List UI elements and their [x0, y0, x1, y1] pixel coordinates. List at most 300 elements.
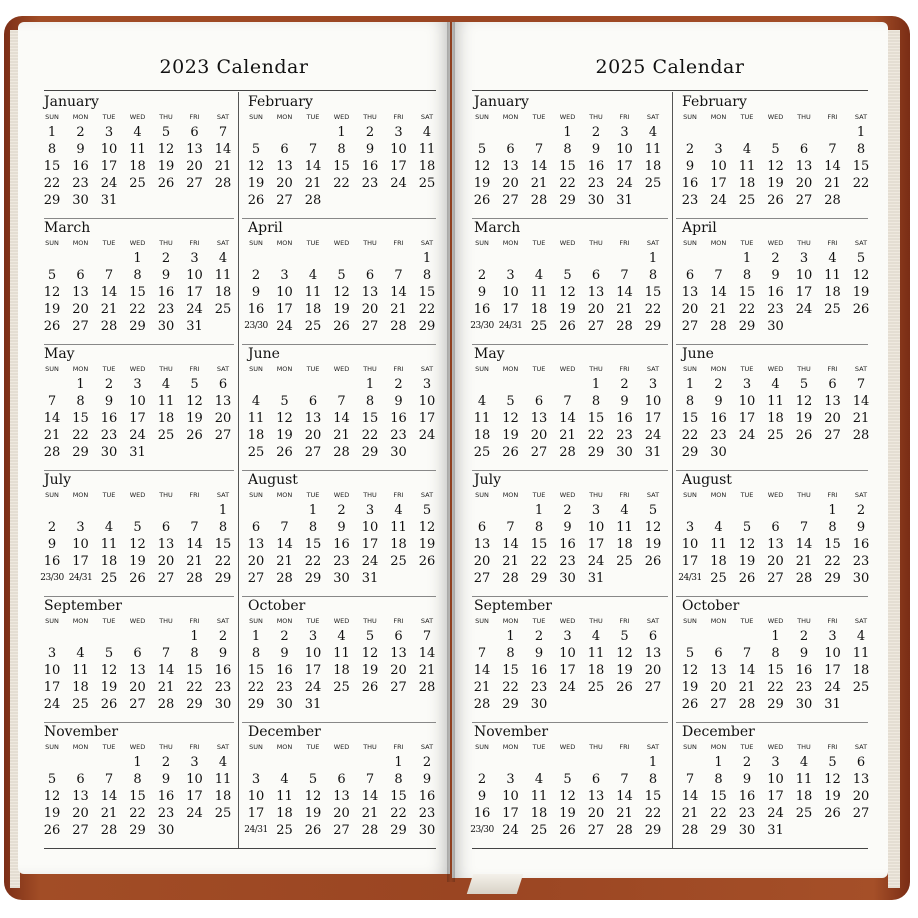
day-cell: 5	[365, 629, 375, 644]
day-cell: 26	[824, 806, 841, 821]
day-cell: 13	[824, 394, 841, 409]
month-separator	[472, 344, 668, 345]
day-cell: 27	[361, 319, 379, 334]
day-cell: 3	[280, 268, 289, 283]
day-cell: 19	[276, 428, 293, 443]
day-cell: 23	[559, 554, 576, 569]
month-august	[248, 472, 438, 594]
day-cell: 8	[714, 772, 723, 787]
weekday-header: THU	[159, 491, 173, 499]
day-cell: 4	[648, 125, 658, 140]
day-cell: 13	[276, 159, 293, 174]
month-july	[40, 472, 234, 594]
day-cell: 28	[681, 823, 699, 838]
day-cell: 6	[190, 125, 199, 140]
weekday-header: SAT	[216, 491, 230, 499]
day-cell: 11	[616, 520, 633, 535]
day-cell: 7	[620, 772, 629, 787]
day-cell: 18	[129, 159, 146, 174]
day-cell: 20	[214, 411, 232, 426]
month-separator	[472, 596, 668, 597]
day-cell: 16	[157, 285, 175, 300]
day-cell: 18	[644, 159, 662, 174]
day-cell: 31	[361, 571, 379, 586]
page-title: 2023 Calendar	[159, 56, 309, 78]
weekday-header: MON	[72, 491, 89, 499]
day-cell: 3	[563, 629, 572, 644]
day-cell: 9	[251, 285, 261, 300]
day-cell: 24/31	[68, 573, 93, 583]
month-separator	[44, 596, 234, 597]
weekday-header: THU	[159, 239, 173, 247]
day-cell: 2	[161, 755, 171, 770]
day-cell: 12	[502, 411, 519, 426]
day-cell: 30	[587, 193, 605, 208]
day-cell: 25	[473, 445, 491, 460]
day-cell: 24	[559, 680, 576, 695]
day-cell: 2	[620, 377, 629, 392]
weekday-header: THU	[797, 743, 811, 751]
day-cell: 11	[530, 285, 548, 300]
day-cell: 14	[616, 285, 633, 300]
day-cell: 26	[644, 554, 662, 569]
weekday-header: SUN	[45, 365, 59, 373]
day-cell: 29	[304, 571, 322, 586]
month-separator	[44, 722, 234, 723]
day-cell: 2	[251, 268, 261, 283]
day-cell: 27	[681, 319, 699, 334]
day-cell: 7	[422, 629, 432, 644]
day-cell: 10	[795, 268, 813, 283]
day-cell: 15	[186, 663, 203, 678]
day-cell: 6	[76, 268, 85, 283]
day-cell: 13	[186, 142, 203, 157]
day-cell: 29	[186, 697, 203, 712]
day-cell: 31	[616, 193, 633, 208]
month-separator	[242, 596, 436, 597]
day-cell: 4	[251, 394, 261, 409]
weekday-header: SAT	[216, 365, 230, 373]
month-january	[44, 94, 234, 216]
weekday-header: FRI	[619, 365, 630, 373]
weekday-header: SUN	[45, 743, 59, 751]
month-august	[678, 472, 872, 594]
month-october	[682, 598, 872, 720]
day-cell: 28	[304, 193, 322, 208]
weekday-header: WED	[559, 617, 576, 625]
weekday-header: WED	[767, 365, 784, 373]
day-cell: 12	[43, 789, 61, 804]
day-cell: 18	[304, 302, 322, 317]
day-cell: 27	[390, 680, 407, 695]
day-cell: 7	[620, 268, 629, 283]
day-cell: 11	[852, 646, 870, 661]
day-cell: 2	[534, 629, 544, 644]
day-cell: 27	[247, 571, 265, 586]
weekday-header: TUE	[532, 491, 546, 499]
day-cell: 28	[738, 697, 756, 712]
day-cell: 13	[333, 789, 350, 804]
day-cell: 2	[563, 503, 572, 518]
day-cell: 2	[218, 629, 228, 644]
day-cell: 20	[72, 302, 89, 317]
weekday-header: SUN	[683, 239, 697, 247]
month-separator	[472, 218, 668, 219]
day-cell: 16	[852, 537, 870, 552]
month-july	[474, 472, 664, 594]
day-cell: 8	[591, 394, 601, 409]
day-cell: 29	[587, 445, 605, 460]
day-cell: 19	[681, 680, 699, 695]
day-cell: 9	[394, 394, 403, 409]
day-cell: 28	[333, 445, 350, 460]
day-cell: 4	[477, 394, 487, 409]
day-cell: 13	[247, 537, 265, 552]
weekday-header: THU	[363, 239, 377, 247]
weekday-header: MON	[276, 113, 293, 121]
weekday-header: THU	[797, 617, 811, 625]
weekday-header: THU	[159, 113, 173, 121]
day-cell: 27	[852, 806, 870, 821]
weekday-header: SUN	[683, 491, 697, 499]
weekday-header: SAT	[420, 743, 434, 751]
day-cell: 8	[337, 142, 346, 157]
day-cell: 17	[710, 176, 727, 191]
day-cell: 28	[616, 823, 633, 838]
day-cell: 3	[506, 268, 515, 283]
month-name: November	[44, 724, 119, 740]
day-cell: 5	[506, 394, 515, 409]
day-cell: 4	[828, 251, 837, 266]
weekday-header: MON	[710, 365, 727, 373]
day-cell: 20	[824, 411, 841, 426]
day-cell: 7	[394, 268, 403, 283]
day-cell: 5	[337, 268, 346, 283]
weekday-header: SUN	[45, 617, 59, 625]
day-cell: 6	[648, 629, 658, 644]
day-cell: 1	[685, 377, 695, 392]
day-cell: 29	[72, 445, 89, 460]
day-cell: 17	[559, 663, 576, 678]
day-cell: 12	[767, 159, 784, 174]
weekday-header: FRI	[827, 617, 838, 625]
weekday-header: THU	[589, 491, 603, 499]
day-cell: 17	[276, 302, 293, 317]
weekday-header: WED	[559, 365, 576, 373]
day-cell: 26	[767, 193, 784, 208]
weekday-header: FRI	[189, 617, 200, 625]
day-cell: 19	[129, 554, 146, 569]
month-november	[470, 724, 664, 846]
day-cell: 16	[72, 159, 89, 174]
day-cell: 6	[218, 377, 228, 392]
weekday-header: THU	[363, 617, 377, 625]
day-cell: 29	[559, 193, 576, 208]
day-cell: 17	[186, 285, 203, 300]
day-cell: 6	[251, 520, 261, 535]
day-cell: 27	[795, 193, 813, 208]
day-cell: 12	[333, 285, 350, 300]
day-cell: 30	[72, 193, 89, 208]
day-cell: 1	[714, 755, 723, 770]
day-cell: 1	[47, 125, 57, 140]
day-cell: 14	[559, 411, 576, 426]
day-cell: 6	[856, 755, 866, 770]
day-cell: 25	[587, 680, 605, 695]
weekday-header: SAT	[646, 239, 660, 247]
weekday-header: TUE	[532, 365, 546, 373]
month-name: July	[44, 472, 72, 488]
weekday-header: TUE	[740, 113, 754, 121]
day-cell: 19	[361, 663, 379, 678]
day-cell: 28	[100, 823, 118, 838]
month-name: August	[682, 472, 732, 488]
weekday-header: THU	[589, 239, 603, 247]
weekday-header: WED	[129, 113, 146, 121]
day-cell: 14	[473, 663, 491, 678]
month-name: May	[44, 346, 75, 362]
month-june	[248, 346, 438, 468]
day-cell: 7	[742, 646, 752, 661]
day-cell: 20	[710, 680, 727, 695]
weekday-header: MON	[72, 113, 89, 121]
weekday-header: MON	[72, 617, 89, 625]
weekday-header: FRI	[393, 239, 404, 247]
month-separator	[676, 218, 868, 219]
day-cell: 11	[247, 411, 265, 426]
day-cell: 16	[473, 302, 491, 317]
day-cell: 5	[422, 503, 432, 518]
day-cell: 24	[43, 697, 61, 712]
day-cell: 10	[502, 789, 519, 804]
weekday-header: WED	[559, 113, 576, 121]
day-cell: 5	[190, 377, 199, 392]
day-cell: 13	[72, 789, 89, 804]
day-cell: 15	[304, 537, 322, 552]
weekday-header: FRI	[827, 239, 838, 247]
day-cell: 30	[767, 319, 784, 334]
day-cell: 15	[767, 663, 784, 678]
weekday-header: FRI	[619, 113, 630, 121]
day-cell: 1	[422, 251, 432, 266]
day-cell: 10	[681, 537, 699, 552]
day-cell: 29	[738, 319, 756, 334]
day-cell: 18	[738, 176, 756, 191]
day-cell: 31	[304, 697, 322, 712]
weekday-header: SUN	[475, 113, 489, 121]
day-cell: 6	[534, 394, 544, 409]
day-cell: 1	[133, 251, 142, 266]
day-cell: 20	[276, 176, 293, 191]
day-cell: 24	[304, 680, 322, 695]
day-cell: 26	[559, 823, 576, 838]
day-cell: 15	[247, 663, 265, 678]
weekday-header: TUE	[306, 491, 320, 499]
day-cell: 27	[72, 319, 89, 334]
weekday-header: THU	[363, 491, 377, 499]
day-cell: 29	[418, 319, 436, 334]
day-cell: 7	[104, 268, 114, 283]
day-cell: 22	[43, 176, 61, 191]
weekday-header: WED	[129, 743, 146, 751]
day-cell: 3	[76, 520, 85, 535]
month-name: April	[248, 220, 283, 236]
weekday-header: FRI	[393, 365, 404, 373]
day-cell: 6	[133, 646, 142, 661]
day-cell: 6	[394, 629, 403, 644]
day-cell: 12	[852, 268, 870, 283]
day-cell: 1	[365, 377, 375, 392]
day-cell: 30	[157, 319, 175, 334]
day-cell: 15	[824, 537, 841, 552]
day-cell: 26	[681, 697, 699, 712]
day-cell: 9	[620, 394, 629, 409]
day-cell: 5	[799, 377, 809, 392]
day-cell: 28	[390, 319, 407, 334]
month-name: February	[248, 94, 313, 110]
day-cell: 27	[530, 445, 548, 460]
day-cell: 4	[104, 520, 114, 535]
day-cell: 8	[365, 394, 375, 409]
weekday-header: TUE	[532, 743, 546, 751]
weekday-header: SUN	[45, 113, 59, 121]
day-cell: 18	[530, 302, 548, 317]
day-cell: 4	[714, 520, 723, 535]
weekday-header: TUE	[740, 239, 754, 247]
day-cell: 7	[337, 394, 346, 409]
weekday-header: FRI	[619, 617, 630, 625]
day-cell: 18	[214, 285, 232, 300]
day-cell: 10	[186, 772, 203, 787]
day-cell: 12	[361, 646, 379, 661]
day-cell: 12	[247, 159, 265, 174]
day-cell: 6	[591, 772, 601, 787]
day-cell: 25	[616, 554, 633, 569]
day-cell: 16	[100, 411, 118, 426]
weekday-header: SUN	[475, 617, 489, 625]
day-cell: 30	[852, 571, 870, 586]
weekday-header: WED	[129, 491, 146, 499]
day-cell: 29	[681, 445, 699, 460]
day-cell: 22	[129, 302, 146, 317]
day-cell: 30	[738, 823, 756, 838]
day-cell: 19	[559, 302, 576, 317]
day-cell: 1	[76, 377, 85, 392]
day-cell: 4	[218, 755, 228, 770]
day-cell: 8	[506, 646, 515, 661]
day-cell: 20	[157, 554, 175, 569]
month-name: October	[682, 598, 740, 614]
day-cell: 30	[530, 697, 548, 712]
weekday-header: SAT	[420, 239, 434, 247]
month-name: January	[44, 94, 99, 110]
day-cell: 2	[477, 268, 487, 283]
day-cell: 30	[418, 823, 436, 838]
day-cell: 6	[591, 268, 601, 283]
day-cell: 25	[72, 697, 89, 712]
day-cell: 17	[587, 537, 605, 552]
day-cell: 31	[824, 697, 841, 712]
day-cell: 17	[616, 159, 633, 174]
day-cell: 19	[795, 411, 813, 426]
day-cell: 19	[247, 176, 265, 191]
day-cell: 14	[304, 159, 322, 174]
day-cell: 5	[308, 772, 318, 787]
day-cell: 4	[394, 503, 403, 518]
day-cell: 14	[852, 394, 870, 409]
weekday-header: MON	[710, 617, 727, 625]
day-cell: 6	[337, 772, 346, 787]
day-cell: 12	[681, 663, 699, 678]
day-cell: 27	[276, 193, 293, 208]
day-cell: 21	[681, 806, 699, 821]
day-cell: 9	[685, 159, 695, 174]
day-cell: 3	[190, 755, 199, 770]
weekday-header: SUN	[249, 743, 263, 751]
weekday-header: THU	[363, 365, 377, 373]
day-cell: 27	[157, 571, 175, 586]
day-cell: 3	[394, 125, 403, 140]
day-cell: 5	[563, 268, 572, 283]
day-cell: 14	[214, 142, 232, 157]
weekday-header: SAT	[854, 239, 868, 247]
weekday-header: FRI	[393, 743, 404, 751]
day-cell: 15	[852, 159, 870, 174]
day-cell: 29	[502, 697, 519, 712]
weekday-header: MON	[502, 239, 519, 247]
day-cell: 29	[644, 319, 662, 334]
page-title: 2025 Calendar	[595, 56, 745, 78]
month-name: November	[474, 724, 549, 740]
day-cell: 4	[799, 755, 809, 770]
day-cell: 27	[824, 428, 841, 443]
day-cell: 11	[333, 646, 350, 661]
weekday-header: FRI	[827, 365, 838, 373]
day-cell: 3	[104, 125, 114, 140]
day-cell: 26	[333, 319, 350, 334]
day-cell: 11	[738, 159, 756, 174]
day-cell: 27	[473, 571, 491, 586]
weekday-header: SUN	[249, 617, 263, 625]
day-cell: 14	[530, 159, 548, 174]
month-separator	[472, 722, 668, 723]
day-cell: 24	[502, 823, 519, 838]
weekday-header: SAT	[854, 743, 868, 751]
day-cell: 25	[767, 428, 784, 443]
weekday-header: TUE	[102, 239, 116, 247]
day-cell: 19	[824, 789, 841, 804]
weekday-header: MON	[72, 743, 89, 751]
day-cell: 4	[534, 772, 544, 787]
day-cell: 1	[742, 251, 752, 266]
day-cell: 15	[361, 411, 379, 426]
day-cell: 11	[72, 663, 89, 678]
day-cell: 27	[304, 445, 322, 460]
day-cell: 24	[100, 176, 118, 191]
day-cell: 16	[587, 159, 605, 174]
weekday-header: TUE	[306, 113, 320, 121]
day-cell: 7	[280, 520, 289, 535]
weekday-header: MON	[276, 365, 293, 373]
day-cell: 8	[422, 268, 432, 283]
month-separator	[676, 470, 868, 471]
right-page	[452, 22, 888, 878]
day-cell: 7	[828, 142, 837, 157]
weekday-header: MON	[502, 491, 519, 499]
day-cell: 19	[852, 285, 870, 300]
day-cell: 8	[856, 142, 866, 157]
day-cell: 26	[186, 428, 203, 443]
